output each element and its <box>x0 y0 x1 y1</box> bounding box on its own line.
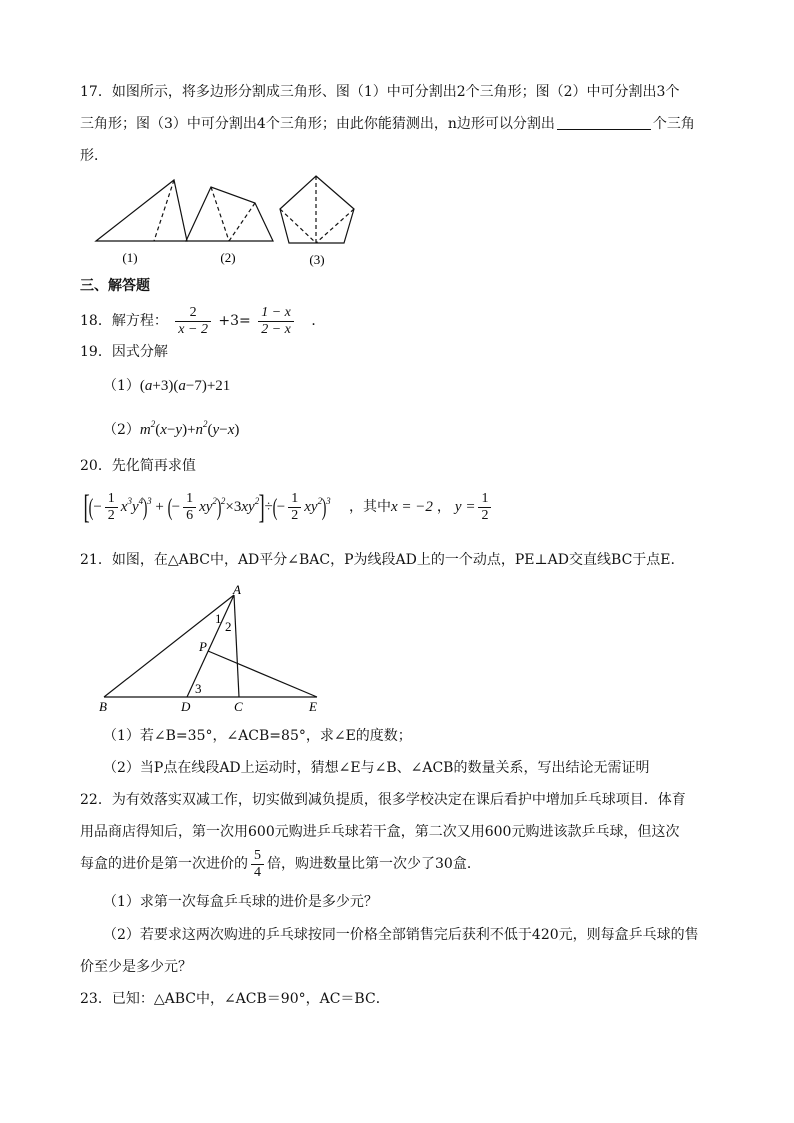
segment-ac <box>234 595 239 697</box>
q22-ratio-denominator: 4 <box>251 864 264 881</box>
q20-sep: ， <box>436 499 451 515</box>
q18-f2-numerator: 1 − x <box>261 304 291 320</box>
q17-line2-b: 个三角 <box>652 116 695 132</box>
figure-1-diagonal <box>154 180 174 241</box>
figure-2-caption: (2) <box>220 250 236 265</box>
label-p: P <box>199 639 207 654</box>
q22-line3-b: 倍，购进数量比第一次少了30盒． <box>267 856 481 872</box>
q21-part-1: （1）若∠B=35°，∠ACB=85°，求∠E的度数； <box>103 728 412 744</box>
figure-2-diagonal-2 <box>229 203 255 241</box>
label-a: A <box>233 582 241 597</box>
q20-y-numerator: 1 <box>481 490 489 506</box>
q19-p2-label: （2） <box>103 422 140 438</box>
figure-1-triangle <box>96 180 187 241</box>
q22-line2: 用品商店得知后，第一次用600元购进乒乓球若干盒，第二次又用600元购进该款乒乓球，但这次 <box>80 824 680 840</box>
q18-suffix: ． <box>311 313 326 329</box>
angle-1-label: 1 <box>215 611 222 626</box>
angle-2-label: 2 <box>225 619 232 634</box>
figure-1-caption: (1) <box>122 250 138 265</box>
q20-y-denominator: 2 <box>478 507 491 524</box>
angle-3-label: 3 <box>195 681 202 696</box>
q18-f1-numerator: 2 <box>189 304 197 320</box>
q22-line3-a: 每盒的进价是第一次进价的 <box>80 856 248 872</box>
q19-part-2 <box>103 418 239 442</box>
figure-2-diagonal-1 <box>211 187 229 241</box>
q20-given: ，其中 <box>349 499 392 515</box>
figure-3-diagonal-3 <box>316 209 354 243</box>
q20-y-lhs: y = <box>454 499 476 515</box>
q19-p1-expression: (a+3)(a−7)+21 <box>139 378 231 394</box>
q17-answer-blank <box>557 115 651 130</box>
q17-line3: 形． <box>80 148 108 164</box>
q22-line1: 22．为有效落实双减工作，切实做到减负提质，很多学校决定在课后看护中增加乒乓球项目．体育 <box>80 792 686 808</box>
q17-line2-a: 三角形；图（3）中可分割出4个三角形；由此你能猜测出，n边形可以分割出 <box>80 116 555 132</box>
section-3-heading: 三、解答题 <box>80 278 150 294</box>
triangle-abc-figure <box>95 580 335 718</box>
q17-line2 <box>80 114 695 134</box>
q20-y-fraction <box>478 491 491 524</box>
q20-x-value: x = −2 <box>391 499 433 515</box>
q22-part-2-line1: （2）若要求这两次购进的乒乓球按同一价格全部销售完后获利不低于420元，则每盒乒乓球的售 <box>103 927 699 943</box>
q20-expression: [(− $\frac{1}{2}$ $x^3y^4)^3$ + (− $\frac{1}{6}$ $xy^2)^2\times 3xy^2]\div(-$ $\frac{1}{2}$ $xy^2)^3$ <box>83 488 331 526</box>
q21-part-2: （2）当P点在线段AD上运动时，猜想∠E与∠B、∠ACB的数量关系，写出结论无需证明 <box>103 760 650 776</box>
q19-p1-label: （1） <box>103 378 140 394</box>
q20-expression-line <box>84 482 494 532</box>
q23-text: 23．已知：△ABC中，∠ACB＝90°，AC＝BC． <box>80 991 390 1007</box>
q18-mid: +3= <box>218 313 251 329</box>
q22-line3 <box>80 846 481 882</box>
segment-pe <box>208 651 317 697</box>
figure-2-quadrilateral <box>186 187 273 241</box>
q19-part-1 <box>103 374 230 398</box>
q18-fraction-1 <box>175 305 211 338</box>
q19-title: 19．因式分解 <box>80 344 168 360</box>
label-e: E <box>309 699 317 714</box>
q21-text: 21．如图，在△ABC中，AD平分∠BAC，P为线段AD上的一个动点，PE⊥AD交直线BC于点E. <box>80 552 675 568</box>
q18-f2-denominator: 2 − x <box>258 321 294 338</box>
label-d: D <box>181 699 191 714</box>
q22-ratio-numerator: 5 <box>254 847 261 863</box>
q17-line1: 17．如图所示，将多边形分割成三角形、图（1）中可分割出2个三角形；图（2）中可分割出3个 <box>80 84 680 100</box>
q18-f1-denominator: x − 2 <box>175 321 211 338</box>
figure-3-caption: (3) <box>309 252 325 267</box>
figure-3-diagonal-2 <box>280 209 316 243</box>
figure-3-pentagon <box>280 176 354 243</box>
q18-prefix: 18．解方程： <box>80 313 168 329</box>
q22-part-2-line2: 价至少是多少元？ <box>80 959 192 975</box>
q19-p2-expression: $m^2(x-y)+n^2(y-x)$ <box>139 419 240 438</box>
polygon-figures <box>90 168 370 272</box>
label-c: C <box>234 699 243 714</box>
q22-part-1: （1）求第一次每盒乒乓球的进价是多少元？ <box>103 894 378 910</box>
label-b: B <box>99 699 107 714</box>
q18-fraction-2 <box>258 305 294 338</box>
q22-ratio-fraction <box>251 848 264 881</box>
q18-line <box>80 304 325 338</box>
q20-title: 20．先化简再求值 <box>80 458 196 474</box>
